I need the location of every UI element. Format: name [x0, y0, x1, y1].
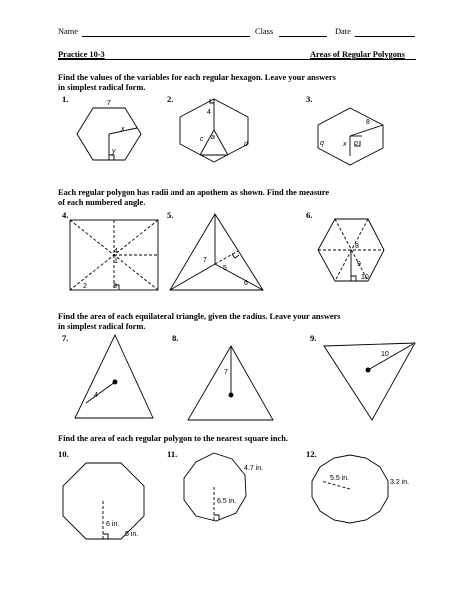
label-q: q [320, 140, 324, 147]
section3-instruction-line2: in simplest radical form. [58, 322, 146, 331]
label-7: 7 [224, 369, 228, 376]
label-y: y [112, 148, 116, 155]
name-label: Name [58, 27, 78, 36]
label-3: 3 [113, 283, 117, 290]
problem-number: 8. [172, 333, 179, 343]
figure-8-triangle [188, 346, 273, 420]
label-6-5-in: 6.5 in. [217, 498, 237, 505]
label-10: 10 [361, 274, 369, 281]
label-x: x [343, 141, 347, 148]
figure-12-decagon [312, 455, 409, 523]
figure-1-hexagon [77, 100, 141, 160]
problem-number: 3. [306, 94, 313, 104]
label-5: 5 [223, 265, 227, 272]
problem-number: 1. [62, 94, 69, 104]
label-p: p [354, 140, 358, 147]
label-10: 10 [381, 351, 389, 358]
section3-instruction-line1: Find the area of each equilateral triangle, given the radius. Leave your answers [58, 312, 341, 321]
label-5-in: 5 in. [125, 531, 139, 538]
label-4: 4 [94, 392, 98, 399]
figure-7-triangle [75, 335, 153, 418]
figure-4-square [70, 220, 158, 290]
figure-9-triangle [324, 343, 415, 420]
figure-6-hexagon [318, 219, 384, 281]
label-7: 7 [203, 257, 207, 264]
figure-2-hexagon [180, 99, 249, 162]
label-8: 8 [366, 119, 370, 126]
label-4: 4 [114, 248, 118, 255]
label-6: 6 [244, 280, 248, 287]
label-7: 7 [107, 100, 111, 107]
label-d: d [244, 141, 248, 148]
label-5-5-in: 5.5 in. [330, 475, 350, 482]
label-9: 9 [357, 261, 361, 268]
practice-title: Practice 10-3 [58, 50, 105, 59]
problem-number: 5. [167, 210, 174, 220]
label-6-in: 6 in. [106, 521, 120, 528]
figure-5-triangle [170, 214, 263, 290]
problem-number: 7. [62, 333, 69, 343]
label-x: x [121, 126, 125, 133]
section4-instruction: Find the area of each regular polygon to the nearest square inch. [58, 434, 289, 443]
label-a: a [211, 134, 215, 141]
problem-number: 11. [167, 449, 178, 459]
label-2: 2 [83, 283, 87, 290]
section1-instruction-line2: in simplest radical form. [58, 83, 146, 92]
problem-number: 10. [58, 449, 69, 459]
label-4-7-in: 4.7 in. [244, 465, 264, 472]
figure-10-octagon [63, 463, 144, 539]
label-3-2-in: 3.2 in. [390, 479, 410, 486]
label-8: 8 [355, 243, 359, 250]
section2-instruction-line2: of each numbered angle. [58, 198, 146, 207]
figure-11-nonagon [184, 453, 263, 521]
problem-number: 6. [306, 210, 313, 220]
label-4: 4 [207, 109, 211, 116]
problem-number: 12. [306, 449, 317, 459]
label-1: 1 [114, 258, 118, 265]
figure-3-hexagon [318, 108, 383, 165]
section2-instruction-line1: Each regular polygon has radii and an apothem as shown. Find the measure [58, 188, 330, 197]
problem-number: 2. [167, 94, 174, 104]
class-label: Class [255, 27, 274, 36]
label-c: c [200, 136, 204, 143]
date-label: Date [335, 27, 351, 36]
problem-number: 4. [62, 210, 69, 220]
problem-number: 9. [310, 333, 317, 343]
topic-title: Areas of Regular Polygons [310, 50, 405, 59]
section1-instruction-line1: Find the values of the variables for each regular hexagon. Leave your answers [58, 73, 336, 82]
